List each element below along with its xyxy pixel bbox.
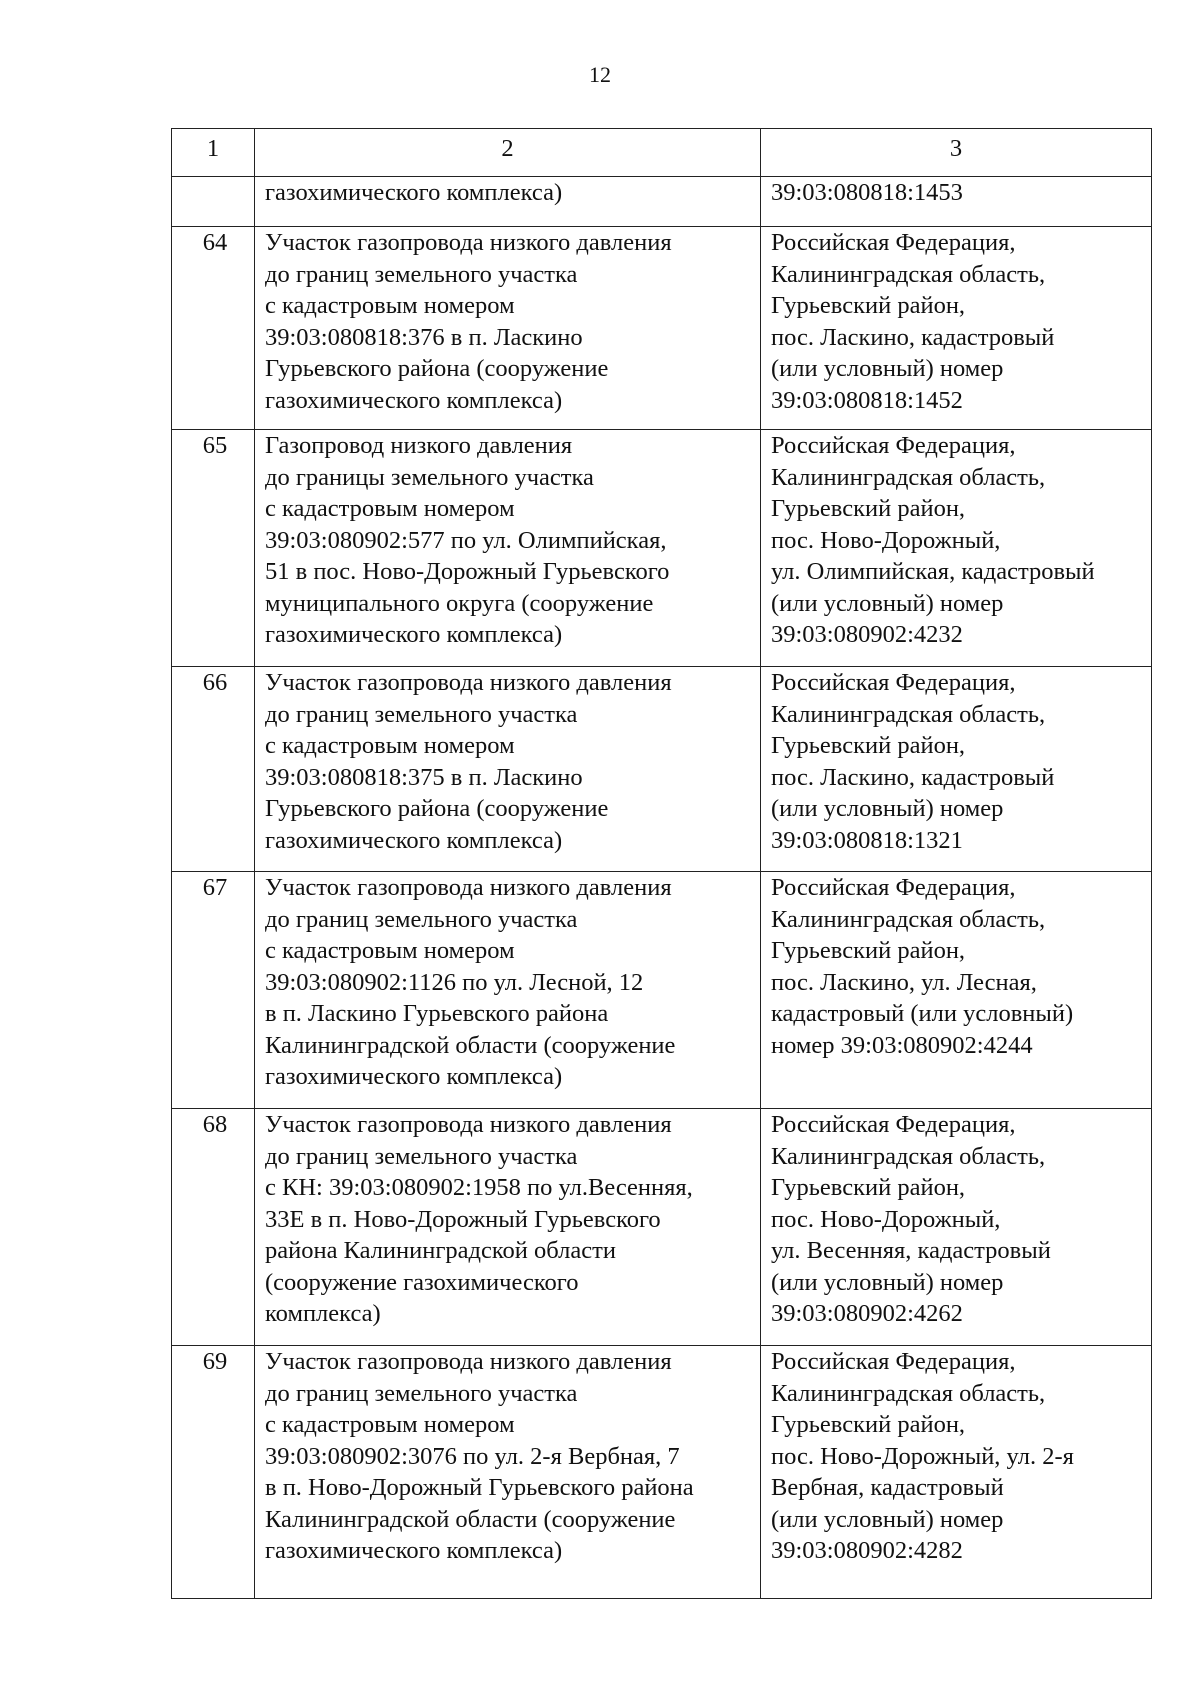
address-line: Гурьевский район, xyxy=(771,1174,966,1201)
description-line: с кадастровым номером xyxy=(265,495,515,522)
row-number-cell xyxy=(172,227,255,430)
address-line: (или условный) номер xyxy=(771,589,1004,617)
address-cell xyxy=(761,177,1152,227)
address-cell xyxy=(761,430,1152,667)
row-number-cell xyxy=(172,872,255,1109)
description-cell xyxy=(255,177,761,227)
description-line: Газопровод низкого давления xyxy=(265,432,573,459)
address-line: Калининградская область, xyxy=(771,1142,1046,1170)
address-line: Гурьевский район, xyxy=(771,937,966,964)
description-line: Гурьевского района (сооружение xyxy=(265,795,609,822)
description-line: комплекса) xyxy=(265,1300,381,1327)
row-number-cell xyxy=(172,177,255,227)
description-line: Гурьевского района (сооружение xyxy=(265,355,609,382)
description-line: 39:03:080818:375 в п. Ласкино xyxy=(265,763,583,791)
description-cell xyxy=(255,227,761,430)
description-line: с КН: 39:03:080902:1958 по ул.Весенняя, xyxy=(265,1174,693,1201)
address-line: Российская Федерация, xyxy=(771,669,1016,696)
address-line: 39:03:080818:1321 xyxy=(771,826,963,854)
description-line: муниципального округа (сооружение xyxy=(265,589,654,617)
description-line: до границ земельного участка xyxy=(265,1379,578,1407)
description-line: газохимического комплекса) xyxy=(265,1537,563,1564)
table-row xyxy=(172,227,1152,430)
address-line: 39:03:080902:4232 xyxy=(771,621,963,648)
description-line: газохимического комплекса) xyxy=(265,386,563,414)
address-line: 39:03:080902:4282 xyxy=(771,1537,963,1564)
address-line: пос. Ново-Дорожный, xyxy=(771,1205,1001,1233)
address-cell xyxy=(761,872,1152,1109)
description-line: с кадастровым номером xyxy=(265,937,515,964)
description-line: Участок газопровода низкого давления xyxy=(265,1111,672,1138)
address-line: Гурьевский район, xyxy=(771,495,966,522)
description-cell xyxy=(255,1346,761,1599)
description-line: Участок газопровода низкого давления xyxy=(265,1348,672,1375)
description-line: 39:03:080902:1126 по ул. Лесной, 12 xyxy=(265,968,644,996)
description-line: до границы земельного участка xyxy=(265,463,594,491)
description-line: 51 в пос. Ново-Дорожный Гурьевского xyxy=(265,558,670,585)
address-line: Гурьевский район, xyxy=(771,732,966,759)
description-line: до границ земельного участка xyxy=(265,905,578,933)
page-number: 12 xyxy=(589,62,611,87)
description-line: газохимического комплекса) xyxy=(265,179,563,206)
description-line: до границ земельного участка xyxy=(265,1142,578,1170)
table-row xyxy=(172,872,1152,1109)
description-line: до границ земельного участка xyxy=(265,700,578,728)
address-line: Российская Федерация, xyxy=(771,1348,1016,1375)
address-line: Гурьевский район, xyxy=(771,1411,966,1438)
row-number-cell xyxy=(172,667,255,872)
table-row xyxy=(172,1346,1152,1599)
description-cell xyxy=(255,1109,761,1346)
address-line: Российская Федерация, xyxy=(771,874,1016,901)
description-cell xyxy=(255,872,761,1109)
description-line: Калининградской области (сооружение xyxy=(265,1505,676,1533)
address-line: (или условный) номер xyxy=(771,795,1004,822)
address-line: Калининградская область, xyxy=(771,1379,1046,1407)
table-row xyxy=(172,1109,1152,1346)
table-row xyxy=(172,430,1152,667)
address-line: 39:03:080902:4262 xyxy=(771,1300,963,1327)
row-number: 65 xyxy=(202,432,228,459)
address-line: 39:03:080818:1452 xyxy=(771,386,963,414)
row-number: 66 xyxy=(202,669,228,696)
description-line: района Калининградской области xyxy=(265,1237,616,1264)
address-line: ул. Весенняя, кадастровый xyxy=(771,1237,1051,1264)
address-line: ул. Олимпийская, кадастровый xyxy=(771,558,1095,585)
description-line: с кадастровым номером xyxy=(265,292,515,319)
address-line: пос. Ласкино, кадастровый xyxy=(771,323,1055,351)
header-col-2: 2 xyxy=(255,129,761,177)
address-line: номер 39:03:080902:4244 xyxy=(771,1031,1033,1059)
address-line: пос. Ласкино, кадастровый xyxy=(771,763,1055,791)
address-cell xyxy=(761,1109,1152,1346)
address-line: (или условный) номер xyxy=(771,1268,1004,1296)
description-line: в п. Ласкино Гурьевского района xyxy=(265,1000,609,1027)
description-line: 39:03:080818:376 в п. Ласкино xyxy=(265,323,583,351)
table-header-row xyxy=(172,129,1152,177)
description-line: Участок газопровода низкого давления xyxy=(265,229,672,256)
address-line: кадастровый (или условный) xyxy=(771,1000,1074,1027)
address-line: Вербная, кадастровый xyxy=(771,1474,1004,1501)
description-line: в п. Ново-Дорожный Гурьевского района xyxy=(265,1474,694,1501)
table-row xyxy=(172,667,1152,872)
row-number-cell xyxy=(172,430,255,667)
description-line: 39:03:080902:3076 по ул. 2-я Вербная, 7 xyxy=(265,1442,680,1470)
description-line: Калининградской области (сооружение xyxy=(265,1031,676,1059)
address-line: (или условный) номер xyxy=(771,1505,1004,1533)
address-line: Калининградская область, xyxy=(771,260,1046,288)
description-line: газохимического комплекса) xyxy=(265,826,563,854)
description-line: газохимического комплекса) xyxy=(265,621,563,648)
address-line: Гурьевский район, xyxy=(771,292,966,319)
description-line: до границ земельного участка xyxy=(265,260,578,288)
address-line: Калининградская область, xyxy=(771,905,1046,933)
address-cell xyxy=(761,667,1152,872)
row-number-cell xyxy=(172,1109,255,1346)
description-line: 33Е в п. Ново-Дорожный Гурьевского xyxy=(265,1205,661,1233)
row-number: 67 xyxy=(202,874,228,901)
row-number: 68 xyxy=(202,1111,228,1138)
header-col-1: 1 xyxy=(172,129,255,177)
address-line: Российская Федерация, xyxy=(771,432,1016,459)
address-line: Российская Федерация, xyxy=(771,1111,1016,1138)
header-col-3: 3 xyxy=(761,129,1152,177)
address-line: пос. Ново-Дорожный, ул. 2-я xyxy=(771,1442,1074,1470)
description-line: газохимического комплекса) xyxy=(265,1063,563,1090)
continuation-row xyxy=(172,177,1152,227)
description-cell xyxy=(255,430,761,667)
row-number: 69 xyxy=(202,1348,228,1375)
address-line: пос. Ново-Дорожный, xyxy=(771,526,1001,554)
address-line: Калининградская область, xyxy=(771,700,1046,728)
address-cell xyxy=(761,227,1152,430)
description-line: с кадастровым номером xyxy=(265,1411,515,1438)
description-line: с кадастровым номером xyxy=(265,732,515,759)
address-line: пос. Ласкино, ул. Лесная, xyxy=(771,968,1037,996)
address-line: Российская Федерация, xyxy=(771,229,1016,256)
description-line: Участок газопровода низкого давления xyxy=(265,669,672,696)
description-line: 39:03:080902:577 по ул. Олимпийская, xyxy=(265,526,667,554)
address-line: (или условный) номер xyxy=(771,355,1004,382)
registry-table xyxy=(171,128,1152,1599)
address-line: Калининградская область, xyxy=(771,463,1046,491)
address-line: 39:03:080818:1453 xyxy=(771,179,963,206)
row-number: 64 xyxy=(202,229,228,256)
description-line: (сооружение газохимического xyxy=(265,1268,579,1296)
description-line: Участок газопровода низкого давления xyxy=(265,874,672,901)
description-cell xyxy=(255,667,761,872)
address-cell xyxy=(761,1346,1152,1599)
row-number-cell xyxy=(172,1346,255,1599)
